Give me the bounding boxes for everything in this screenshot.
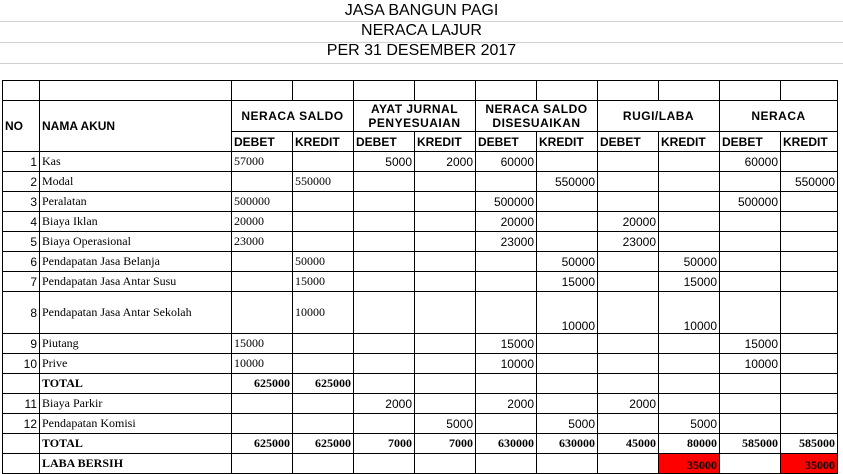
title-row-3 [0, 42, 843, 64]
amount-nsd-d[interactable]: 60000 [476, 152, 537, 172]
amount-rl-d[interactable] [598, 292, 659, 334]
table-row [3, 152, 838, 172]
amount-aj-d[interactable]: 2000 [354, 394, 415, 414]
empty-cell[interactable] [354, 374, 415, 394]
account-name[interactable]: Pendapatan Jasa Antar Sekolah [40, 292, 232, 334]
account-name[interactable]: Prive [40, 354, 232, 374]
row-number[interactable] [3, 434, 40, 454]
empty-cell[interactable] [354, 454, 415, 474]
amount-rl-d[interactable] [598, 252, 659, 272]
row-number[interactable]: 10 [3, 354, 40, 374]
amount-nsd-d[interactable]: 10000 [476, 354, 537, 374]
total-aj-k[interactable]: 7000 [415, 434, 476, 454]
table-row [3, 334, 838, 354]
amount-rl-k[interactable] [659, 152, 720, 172]
total-rl-k[interactable]: 80000 [659, 434, 720, 454]
amount-ns-d[interactable]: 15000 [232, 334, 293, 354]
table-row [3, 192, 838, 212]
amount-aj-k[interactable]: 5000 [415, 414, 476, 434]
amount-ns-k[interactable] [293, 354, 354, 374]
table-row [3, 414, 838, 434]
amount-nsd-k[interactable] [537, 152, 598, 172]
amount-rl-k[interactable] [659, 172, 720, 192]
net-profit-pl-credit[interactable]: 35000 [659, 454, 720, 474]
amount-aj-k[interactable] [415, 292, 476, 334]
table-row [3, 292, 838, 334]
title-row-2 [0, 21, 843, 43]
amount-n-d[interactable] [720, 414, 781, 434]
amount-n-d[interactable]: 10000 [720, 354, 781, 374]
account-name[interactable]: Pendapatan Jasa Belanja [40, 252, 232, 272]
subtotal-debit[interactable]: 625000 [232, 374, 293, 394]
amount-aj-k[interactable] [415, 252, 476, 272]
empty-cell[interactable] [415, 374, 476, 394]
amount-nsd-d[interactable]: 500000 [476, 192, 537, 212]
worksheet-table [2, 80, 838, 474]
amount-n-d[interactable]: 60000 [720, 152, 781, 172]
amount-rl-k[interactable]: 15000 [659, 272, 720, 292]
amount-aj-k[interactable] [415, 232, 476, 252]
table-row [3, 252, 838, 272]
amount-n-d[interactable]: 15000 [720, 334, 781, 354]
group-header-adjustments[interactable]: AYAT JURNAL PENYESUAIAN [354, 101, 476, 132]
amount-ns-k[interactable] [293, 192, 354, 212]
empty-cell[interactable] [476, 374, 537, 394]
account-name[interactable]: Modal [40, 172, 232, 192]
amount-aj-d[interactable] [354, 414, 415, 434]
empty-cell[interactable] [415, 454, 476, 474]
amount-n-k[interactable] [781, 232, 838, 252]
row-number[interactable]: 7 [3, 272, 40, 292]
amount-ns-k[interactable] [293, 152, 354, 172]
amount-n-d[interactable] [720, 212, 781, 232]
amount-aj-k[interactable] [415, 212, 476, 232]
amount-aj-d[interactable] [354, 232, 415, 252]
account-name[interactable]: Pendapatan Komisi [40, 414, 232, 434]
amount-n-k[interactable]: 550000 [781, 172, 838, 192]
net-profit-label[interactable]: LABA BERSIH [40, 454, 232, 474]
empty-cell[interactable] [537, 374, 598, 394]
table-row [3, 232, 838, 252]
amount-nsd-k[interactable] [537, 232, 598, 252]
amount-aj-d[interactable] [354, 292, 415, 334]
net-profit-bs-credit[interactable]: 35000 [781, 454, 838, 474]
amount-rl-k[interactable]: 10000 [659, 292, 720, 334]
title-row-1 [0, 0, 843, 22]
total-label[interactable]: TOTAL [40, 434, 232, 454]
amount-n-d[interactable]: 500000 [720, 192, 781, 212]
amount-rl-d[interactable] [598, 152, 659, 172]
amount-aj-d[interactable] [354, 192, 415, 212]
account-name[interactable]: Piutang [40, 334, 232, 354]
amount-aj-d[interactable]: 5000 [354, 152, 415, 172]
amount-aj-d[interactable] [354, 354, 415, 374]
amount-aj-k[interactable] [415, 272, 476, 292]
account-name[interactable]: Biaya Iklan [40, 212, 232, 232]
subtotal-label[interactable]: TOTAL [40, 374, 232, 394]
account-name[interactable]: Biaya Parkir [40, 394, 232, 414]
amount-nsd-k[interactable]: 5000 [537, 414, 598, 434]
amount-nsd-k[interactable] [537, 212, 598, 232]
amount-rl-d[interactable] [598, 272, 659, 292]
amount-aj-k[interactable] [415, 192, 476, 212]
net-profit-row [3, 454, 838, 474]
empty-cell[interactable] [659, 374, 720, 394]
company-title: JASA BANGUN PAGI [344, 2, 499, 19]
total-rl-d[interactable]: 45000 [598, 434, 659, 454]
amount-nsd-k[interactable]: 10000 [537, 292, 598, 334]
amount-aj-d[interactable] [354, 272, 415, 292]
amount-rl-k[interactable] [659, 212, 720, 232]
amount-nsd-d[interactable] [476, 272, 537, 292]
amount-rl-d[interactable] [598, 354, 659, 374]
col-header-account[interactable]: NAMA AKUN [40, 101, 232, 152]
amount-rl-d[interactable]: 23000 [598, 232, 659, 252]
row-number[interactable] [3, 454, 40, 474]
total-ns-k[interactable]: 625000 [293, 434, 354, 454]
group-header-balance-sheet[interactable]: NERACA [720, 101, 838, 132]
amount-rl-d[interactable] [598, 414, 659, 434]
amount-nsd-d[interactable] [476, 252, 537, 272]
amount-n-k[interactable] [781, 334, 838, 354]
amount-aj-d[interactable] [354, 172, 415, 192]
subheader-debit[interactable]: DEBET [476, 132, 537, 152]
subheader-credit[interactable]: KREDIT [781, 132, 838, 152]
amount-rl-k[interactable] [659, 232, 720, 252]
amount-nsd-d[interactable]: 2000 [476, 394, 537, 414]
amount-n-k[interactable] [781, 354, 838, 374]
row-number[interactable]: 12 [3, 414, 40, 434]
amount-ns-d[interactable]: 57000 [232, 152, 293, 172]
amount-n-d[interactable] [720, 252, 781, 272]
amount-aj-k[interactable] [415, 354, 476, 374]
amount-rl-d[interactable]: 20000 [598, 212, 659, 232]
table-row [3, 394, 838, 414]
subheader-credit[interactable]: KREDIT [415, 132, 476, 152]
group-header-profit-loss[interactable]: RUGI/LABA [598, 101, 720, 132]
amount-nsd-k[interactable]: 550000 [537, 172, 598, 192]
amount-ns-d[interactable] [232, 252, 293, 272]
amount-nsd-k[interactable] [537, 192, 598, 212]
empty-cell[interactable] [720, 454, 781, 474]
empty-cell[interactable] [537, 454, 598, 474]
amount-n-d[interactable] [720, 272, 781, 292]
table-row [3, 212, 838, 232]
row-number[interactable]: 9 [3, 334, 40, 354]
report-period: PER 31 DESEMBER 2017 [326, 42, 517, 59]
amount-ns-k[interactable] [293, 394, 354, 414]
amount-nsd-k[interactable]: 15000 [537, 272, 598, 292]
row-number[interactable]: 2 [3, 172, 40, 192]
amount-nsd-d[interactable] [476, 414, 537, 434]
amount-aj-d[interactable] [354, 252, 415, 272]
account-name[interactable]: Pendapatan Jasa Antar Susu [40, 272, 232, 292]
spacer-row [3, 81, 838, 101]
amount-nsd-k[interactable]: 50000 [537, 252, 598, 272]
subheader-credit[interactable]: KREDIT [537, 132, 598, 152]
row-number[interactable]: 4 [3, 212, 40, 232]
amount-ns-k[interactable] [293, 334, 354, 354]
table-row [3, 272, 838, 292]
amount-ns-k[interactable]: 550000 [293, 172, 354, 192]
report-title: NERACA LAJUR [361, 22, 482, 39]
row-number[interactable]: 6 [3, 252, 40, 272]
subheader-debit[interactable]: DEBET [232, 132, 293, 152]
amount-rl-d[interactable] [598, 172, 659, 192]
amount-n-k[interactable] [781, 394, 838, 414]
amount-ns-d[interactable]: 10000 [232, 354, 293, 374]
table-row [3, 172, 838, 192]
amount-ns-d[interactable] [232, 272, 293, 292]
amount-ns-d[interactable] [232, 292, 293, 334]
subheader-credit[interactable]: KREDIT [293, 132, 354, 152]
amount-rl-k[interactable]: 5000 [659, 414, 720, 434]
amount-nsd-k[interactable] [537, 334, 598, 354]
subheader-debit[interactable]: DEBET [354, 132, 415, 152]
amount-ns-k[interactable]: 50000 [293, 252, 354, 272]
empty-cell[interactable] [293, 454, 354, 474]
amount-nsd-d[interactable] [476, 292, 537, 334]
amount-ns-k[interactable]: 15000 [293, 272, 354, 292]
amount-nsd-k[interactable] [537, 354, 598, 374]
subtotal-row [3, 374, 838, 394]
row-number[interactable] [3, 374, 40, 394]
amount-nsd-d[interactable]: 15000 [476, 334, 537, 354]
subheader-credit[interactable]: KREDIT [659, 132, 720, 152]
empty-cell[interactable] [598, 374, 659, 394]
amount-ns-d[interactable] [232, 394, 293, 414]
amount-n-d[interactable] [720, 232, 781, 252]
amount-rl-k[interactable] [659, 394, 720, 414]
amount-ns-k[interactable] [293, 212, 354, 232]
subheader-debit[interactable]: DEBET [598, 132, 659, 152]
empty-cell[interactable] [720, 374, 781, 394]
total-n-d[interactable]: 585000 [720, 434, 781, 454]
total-n-k[interactable]: 585000 [781, 434, 838, 454]
amount-ns-k[interactable]: 10000 [293, 292, 354, 334]
amount-nsd-k[interactable] [537, 394, 598, 414]
amount-rl-k[interactable]: 50000 [659, 252, 720, 272]
amount-ns-d[interactable]: 20000 [232, 212, 293, 232]
subtotal-credit[interactable]: 625000 [293, 374, 354, 394]
amount-rl-k[interactable] [659, 192, 720, 212]
row-number[interactable]: 5 [3, 232, 40, 252]
amount-rl-d[interactable] [598, 192, 659, 212]
amount-aj-k[interactable] [415, 172, 476, 192]
amount-aj-k[interactable] [415, 394, 476, 414]
amount-nsd-d[interactable]: 20000 [476, 212, 537, 232]
amount-ns-d[interactable] [232, 414, 293, 434]
empty-cell[interactable] [781, 374, 838, 394]
amount-n-k[interactable] [781, 212, 838, 232]
amount-rl-d[interactable] [598, 334, 659, 354]
empty-cell[interactable] [598, 454, 659, 474]
amount-n-k[interactable] [781, 152, 838, 172]
account-name[interactable]: Kas [40, 152, 232, 172]
amount-n-k[interactable] [781, 272, 838, 292]
col-header-no[interactable]: NO [3, 101, 40, 152]
amount-ns-k[interactable] [293, 232, 354, 252]
account-name[interactable]: Peralatan [40, 192, 232, 212]
amount-ns-d[interactable] [232, 172, 293, 192]
empty-cell[interactable] [476, 454, 537, 474]
row-number[interactable]: 1 [3, 152, 40, 172]
total-ns-d[interactable]: 625000 [232, 434, 293, 454]
total-aj-d[interactable]: 7000 [354, 434, 415, 454]
total-nsd-k[interactable]: 630000 [537, 434, 598, 454]
amount-n-k[interactable] [781, 414, 838, 434]
amount-nsd-d[interactable] [476, 172, 537, 192]
amount-n-k[interactable] [781, 292, 838, 334]
amount-aj-k[interactable] [415, 334, 476, 354]
amount-aj-k[interactable]: 2000 [415, 152, 476, 172]
amount-rl-d[interactable]: 2000 [598, 394, 659, 414]
amount-n-d[interactable] [720, 172, 781, 192]
group-header-adjusted-trial-balance[interactable]: NERACA SALDO DISESUAIKAN [476, 101, 598, 132]
amount-aj-d[interactable] [354, 334, 415, 354]
table-row [3, 354, 838, 374]
row-number[interactable]: 3 [3, 192, 40, 212]
subheader-debit[interactable]: DEBET [720, 132, 781, 152]
amount-ns-d[interactable]: 23000 [232, 232, 293, 252]
row-number[interactable]: 8 [3, 292, 40, 334]
account-name[interactable]: Biaya Operasional [40, 232, 232, 252]
amount-n-d[interactable] [720, 394, 781, 414]
row-number[interactable]: 11 [3, 394, 40, 414]
amount-n-k[interactable] [781, 252, 838, 272]
amount-rl-k[interactable] [659, 354, 720, 374]
amount-ns-k[interactable] [293, 414, 354, 434]
amount-rl-k[interactable] [659, 334, 720, 354]
group-header-trial-balance[interactable]: NERACA SALDO [232, 101, 354, 132]
group-header-row [3, 101, 838, 132]
amount-ns-d[interactable]: 500000 [232, 192, 293, 212]
total-nsd-d[interactable]: 630000 [476, 434, 537, 454]
amount-nsd-d[interactable]: 23000 [476, 232, 537, 252]
amount-aj-d[interactable] [354, 212, 415, 232]
empty-cell[interactable] [232, 454, 293, 474]
total-row [3, 434, 838, 454]
amount-n-d[interactable] [720, 292, 781, 334]
amount-n-k[interactable] [781, 192, 838, 212]
